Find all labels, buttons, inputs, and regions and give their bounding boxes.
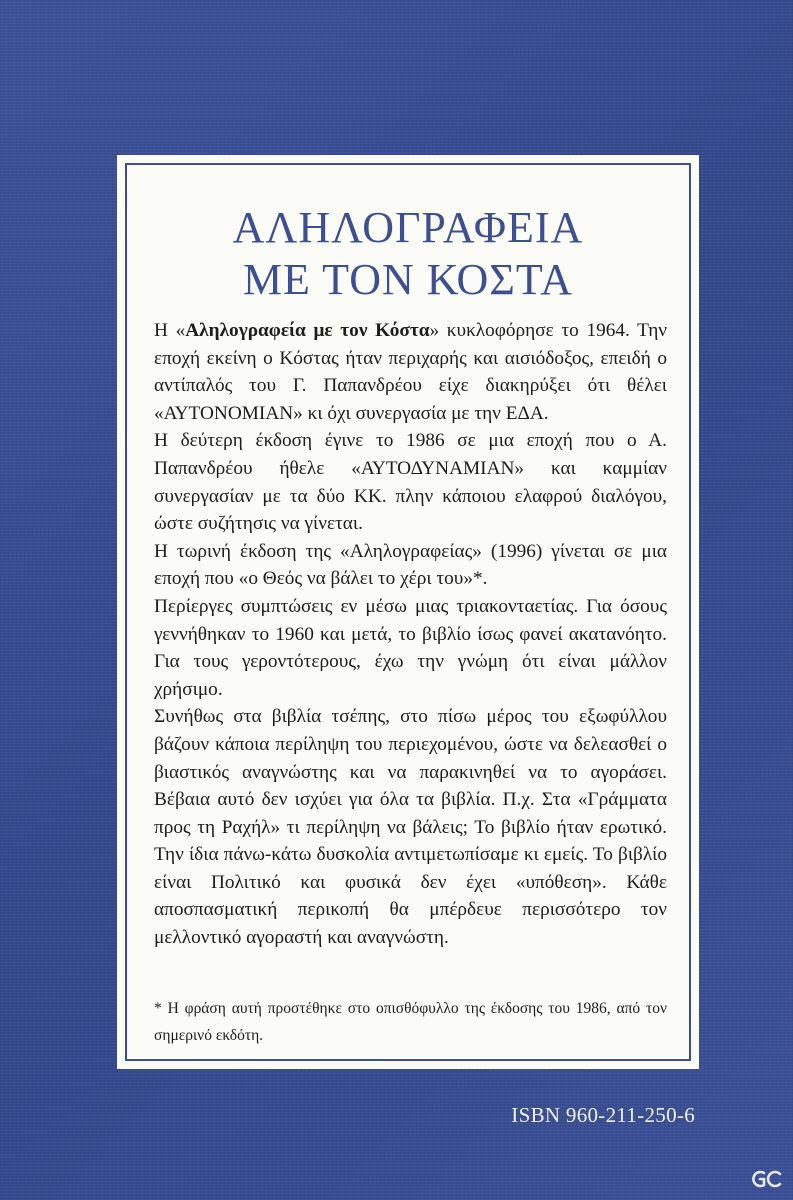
paragraph-1-pre: Η « — [154, 320, 186, 341]
paragraph-1 — [154, 317, 667, 427]
footnote — [154, 995, 667, 1049]
paragraph-3: Η τωρινή έκδοση της «Αληλογραφείας» (1996) γίνεται σε μια εποχή που «ο Θεός να βάλει το χέρι του»*. — [154, 540, 667, 590]
body-text — [154, 317, 667, 952]
isbn-number: ISBN 960-211-250-6 — [511, 1103, 695, 1127]
title-line-1: ΑΛΗΛΟΓΡΑΦΕΙΑ — [232, 203, 584, 252]
paragraph-5: Συνήθως στα βιβλία τσέπης, στο πίσω μέρος του εξωφύλλου βάζουν κάποια περίληψη του περιεχομένου, ώστε να δελεασθεί ο βιαστικός αναγνώστης και να παρακινηθεί να το αγοράσει. Βέβαια αυτό δεν ισχύει για όλα τα βιβλία. Π.χ. Στα «Γράμματα προς τη Ραχήλ» τι περίληψη να βάλεις; Το βιβλίο ήταν ερωτικό. Την ίδια πάνω-κάτω δυσκολία αντιμετωπίσαμε κι εμείς. Το βιβλίο είναι Πολιτικό και φυσικά δεν έχει «υπόθεση». Κάθε αποσπασματική περικοπή θα μπέρδευε περισσότερο τον μελλοντικό αγοραστή και αναγνώστη. — [154, 706, 667, 949]
text-panel — [117, 155, 699, 1069]
gc-logo-icon — [751, 1168, 785, 1190]
panel-border — [125, 163, 691, 1061]
paragraph-1-post: » κυκλοφόρησε το 1964. Την εποχή εκείνη ο Κόστας ήταν περιχαρής και αισιόδοξος, επειδή ο αντίπαλός του Γ. Παπανδρέου είχε διακηρύξει ότι θέλει «ΑΥΤΟΝΟΜΙΑΝ» κι όχι συνεργασία με την ΕΔΑ. — [154, 320, 667, 424]
paragraph-4: Περίεργες συμπτώσεις εν μέσω μιας τριακονταετίας. Για όσους γεννήθηκαν το 1960 και μετά, το βιβλίο ίσως φανεί ακατανόητο. Για τους γεροντότερους, έχω την γνώμη ότι είναι μάλλον χρήσιμο. — [154, 595, 667, 700]
book-title-bold: Αληλογραφεία με τον Κόστα — [185, 320, 430, 341]
title-line-2: ΜΕ ΤΟΝ ΚΟΣΤΑ — [242, 255, 574, 304]
paragraph-2: Η δεύτερη έκδοση έγινε το 1986 σε μια εποχή που ο Α. Παπανδρέου ήθελε «ΑΥΤΟΔΥΝΑΜΙΑΝ» και καμμίαν συνεργασίαν με τα δύο ΚΚ. πλην κάποιου ελαφρού διαλόγου, ώστε συζήτησις να γίνεται. — [154, 430, 667, 535]
footnote-text: * Η φράση αυτή προστέθηκε στο οπισθόφυλλο της έκδοσης του 1986, από τον σημερινό εκδότη. — [154, 1000, 667, 1044]
